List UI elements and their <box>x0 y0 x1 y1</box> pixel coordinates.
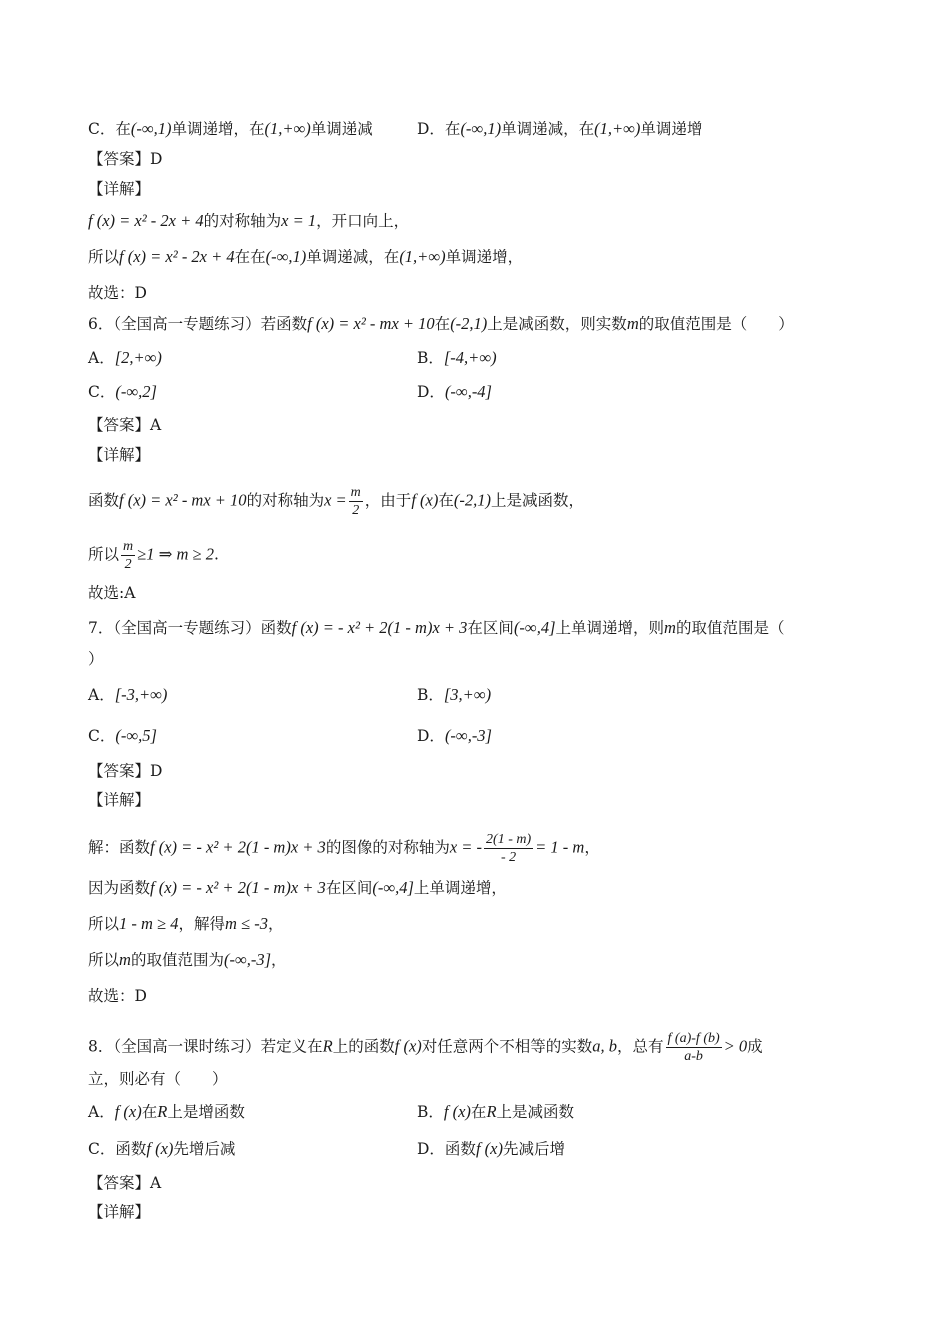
q6-answer: 【答案】A <box>88 416 162 434</box>
q8-stem-end: 成 <box>747 1037 763 1056</box>
q7-detail-line3 <box>88 913 283 935</box>
q7-line4-prefix: 所以 <box>88 951 120 969</box>
q8-stem <box>88 1030 763 1065</box>
q7-line2-prefix: 因为函数 <box>88 879 151 897</box>
q7-option-d <box>417 725 492 747</box>
q8-option-d <box>417 1138 565 1160</box>
q6-stem-prefix: 6．（全国高一专题练习）若函数 <box>88 315 308 333</box>
q6-line1-frac-num: m <box>350 485 361 500</box>
q8-stem-mid2: 对任意两个不相等的实数 <box>421 1037 593 1056</box>
q5-detail-line1 <box>88 210 409 232</box>
q6-opt-a-value: [2,+∞) <box>114 348 162 367</box>
q5-opt-c-int1: (-∞,1) <box>130 119 172 138</box>
q7-line4-mid: 的取值范围为 <box>130 951 224 969</box>
q5-opt-c-int2: (1,+∞) <box>264 119 311 138</box>
q8-detail-label: 【详解】 <box>88 1203 151 1221</box>
q7-line2-formula: f (x) = - x² + 2(1 - m)x + 3 <box>150 878 326 897</box>
q6-line1-mid2: ，由于 <box>364 491 412 510</box>
q7-line1-mid: 的图像的对称轴为 <box>325 838 450 857</box>
q6-line2-end: . <box>214 545 219 564</box>
q7-stem-mid: 在区间 <box>467 619 514 637</box>
q8-stem-fraction <box>666 1030 722 1065</box>
q7-line4-end: ， <box>271 951 287 969</box>
q5-opt-d-int1: (-∞,1) <box>460 119 502 138</box>
q7-line1-prefix: 解：函数 <box>88 838 151 857</box>
q6-opt-a-label: A． <box>88 349 115 367</box>
q7-detail-line4 <box>88 949 287 971</box>
q7-line3-ineq: 1 - m ≥ 4 <box>119 914 179 933</box>
q6-option-c <box>88 381 157 403</box>
q6-line2-rest: ≥1 ⇒ m ≥ 2 <box>137 544 214 564</box>
q6-option-b <box>417 347 497 369</box>
q5-opt-c-mid: 单调递增，在 <box>171 120 265 138</box>
q5-line2-end: 单调递增， <box>445 248 524 266</box>
q7-line3-mid: ，解得 <box>178 915 225 933</box>
q7-stem-end: 的取值范围是（ <box>675 619 785 637</box>
q8-opt-a-R: R <box>157 1102 168 1121</box>
q7-stem-int: (-∞,4] <box>513 618 556 637</box>
q7-opt-b-value: [3,+∞) <box>443 685 492 704</box>
q5-detail-label: 【详解】 <box>88 180 151 198</box>
q8-opt-c-end: 先增后减 <box>173 1140 236 1158</box>
q7-stem <box>88 617 784 639</box>
q8-option-a <box>88 1101 245 1123</box>
q8-opt-b-label: B． <box>417 1103 444 1121</box>
q7-stem-var: m <box>664 618 676 637</box>
q7-choice: 故选：D <box>88 987 147 1005</box>
q6-line1-end: 上是减函数， <box>490 491 584 510</box>
q6-line1-fx: f (x) <box>411 490 439 510</box>
q6-line1-prefix: 函数 <box>88 491 120 510</box>
q6-opt-b-value: [-4,+∞) <box>443 348 497 367</box>
q7-detail-label: 【详解】 <box>88 791 151 809</box>
q8-opt-c-fx: f (x) <box>146 1139 174 1158</box>
q5-opt-c-prefix: C．在 <box>88 120 131 138</box>
q7-option-b <box>417 684 491 706</box>
q5-opt-d-int2: (1,+∞) <box>594 119 641 138</box>
q7-detail-line1 <box>88 831 600 866</box>
q6-opt-d-label: D． <box>417 383 445 401</box>
q7-detail-line2 <box>88 877 507 899</box>
q6-stem-mid: 在 <box>434 315 451 333</box>
q6-line1-formula: f (x) = x² - mx + 10 <box>119 490 247 510</box>
q5-line2-prefix: 所以 <box>88 248 120 266</box>
q6-line1-frac-den: 2 <box>352 503 360 518</box>
q7-line3-prefix: 所以 <box>88 915 120 933</box>
q8-stem-ab: a, b <box>592 1036 618 1056</box>
q7-opt-d-value: (-∞,-3] <box>444 726 492 745</box>
q7-opt-c-value: (-∞,5] <box>115 726 157 745</box>
q8-stem-mid3: ，总有 <box>617 1037 664 1056</box>
q8-stem-ineq: > 0 <box>723 1036 748 1056</box>
q7-stem-mid2: 上单调递增，则 <box>555 619 665 637</box>
q7-line1-frac-den: - 2 <box>501 850 517 865</box>
q6-opt-d-value: (-∞,-4] <box>444 382 492 401</box>
q8-option-b <box>417 1101 574 1123</box>
q8-stem-prefix: 8．（全国高一课时练习）若定义在 <box>88 1037 323 1056</box>
q6-stem-mid2: 上是减函数，则实数 <box>487 315 627 333</box>
q5-detail-line2 <box>88 246 523 268</box>
q7-answer: 【答案】D <box>88 762 163 780</box>
q8-stem-mid: 上的函数 <box>332 1037 395 1056</box>
q8-opt-b-end: 上是减函数 <box>496 1103 575 1121</box>
q6-line2-frac-num: m <box>123 539 134 554</box>
q5-option-c <box>88 118 373 140</box>
q8-opt-c-label: C．函数 <box>88 1140 147 1158</box>
q7-line2-mid: 在区间 <box>325 879 373 897</box>
q7-line1-formula: f (x) = - x² + 2(1 - m)x + 3 <box>150 837 326 857</box>
q7-line4-var: m <box>119 950 131 969</box>
q5-line2-mid: 在在 <box>234 248 266 266</box>
q7-line3-sol: m ≤ -3 <box>225 914 268 933</box>
q8-stem-frac-num: f (a)-f (b) <box>667 1031 720 1046</box>
q5-answer: 【答案】D <box>88 150 163 168</box>
q8-opt-a-label: A． <box>88 1103 115 1121</box>
q8-opt-b-mid: 在 <box>470 1103 487 1121</box>
q5-line2-int2: (1,+∞) <box>399 247 446 266</box>
q5-option-d <box>417 118 702 140</box>
q6-line1-mid: 的对称轴为 <box>246 491 325 510</box>
q6-stem-var: m <box>626 314 639 333</box>
q6-opt-c-label: C． <box>88 383 116 401</box>
q6-choice: 故选:A <box>88 584 136 602</box>
q6-line2-frac-den: 2 <box>124 557 132 572</box>
q8-opt-d-end: 先减后增 <box>502 1140 565 1158</box>
q5-line1-mid: 的对称轴为 <box>203 212 282 230</box>
q7-opt-a-label: A． <box>88 686 115 704</box>
q7-line4-int: (-∞,-3] <box>223 950 271 969</box>
q6-stem <box>88 313 794 335</box>
q7-line1-axis-lhs: x = - <box>449 837 483 857</box>
q5-line1-end: ，开口向上， <box>316 212 410 230</box>
q7-line1-frac-num: 2(1 - m) <box>486 832 532 847</box>
q7-line3-end: ， <box>267 915 284 933</box>
q7-line1-end: ， <box>584 838 600 857</box>
q8-stem-frac-den: a-b <box>684 1049 703 1064</box>
q7-opt-a-value: [-3,+∞) <box>114 685 168 704</box>
q7-line2-int: (-∞,4] <box>372 878 414 897</box>
q6-line1-axis-lhs: x = <box>324 490 347 510</box>
q6-detail-line1 <box>88 484 584 519</box>
q7-line1-fraction <box>484 831 533 866</box>
q5-line1-formula: f (x) = x² - 2x + 4 <box>88 211 204 230</box>
q8-stem-fx: f (x) <box>394 1036 422 1056</box>
q7-opt-d-label: D． <box>417 727 445 745</box>
q6-option-d <box>417 381 492 403</box>
q6-stem-end: 的取值范围是（ ） <box>638 315 794 333</box>
q6-line2-prefix: 所以 <box>88 545 120 564</box>
q6-line1-mid3: 在 <box>438 491 454 510</box>
q5-opt-d-end: 单调递增 <box>640 120 703 138</box>
q6-detail-line2 <box>88 538 219 573</box>
q7-option-a <box>88 684 167 706</box>
q8-opt-a-mid: 在 <box>141 1103 158 1121</box>
q6-stem-int: (-2,1) <box>450 314 488 333</box>
q7-opt-c-label: C． <box>88 727 116 745</box>
q8-opt-b-fx: f (x) <box>443 1102 471 1121</box>
q8-opt-d-label: D．函数 <box>417 1140 476 1158</box>
q7-stem-formula: f (x) = - x² + 2(1 - m)x + 3 <box>291 618 468 637</box>
q6-line1-int: (-2,1) <box>453 490 491 510</box>
q6-detail-label: 【详解】 <box>88 446 151 464</box>
q7-stem-prefix: 7．（全国高一专题练习）函数 <box>88 619 292 637</box>
q8-answer: 【答案】A <box>88 1174 162 1192</box>
q5-line2-mid2: 单调递减，在 <box>306 248 400 266</box>
q6-stem-formula: f (x) = x² - mx + 10 <box>307 314 435 333</box>
q6-option-a <box>88 347 162 369</box>
q5-line2-formula: f (x) = x² - 2x + 4 <box>119 247 235 266</box>
q6-line1-fraction <box>349 484 363 519</box>
q8-stem-R: R <box>322 1036 333 1056</box>
q5-opt-c-end: 单调递减 <box>310 120 373 138</box>
q8-opt-a-end: 上是增函数 <box>167 1103 245 1121</box>
q8-opt-d-fx: f (x) <box>475 1139 503 1158</box>
q7-line1-axis-rhs: = 1 - m <box>535 837 585 857</box>
q8-stem-wrap: 立，则必有（ ） <box>88 1070 228 1088</box>
q5-opt-d-prefix: D．在 <box>417 120 461 138</box>
q6-line2-fraction <box>121 538 135 573</box>
q8-opt-b-R: R <box>486 1102 497 1121</box>
q7-option-c <box>88 725 157 747</box>
q5-choice: 故选：D <box>88 284 147 302</box>
q7-line2-end: 上单调递增， <box>413 879 507 897</box>
q7-opt-b-label: B． <box>417 686 444 704</box>
q5-line1-axis: x = 1 <box>281 211 317 230</box>
q8-opt-a-fx: f (x) <box>114 1102 142 1121</box>
q7-stem-wrap: ） <box>88 650 104 668</box>
q5-opt-d-mid: 单调递减，在 <box>501 120 595 138</box>
q8-option-c <box>88 1138 235 1160</box>
q6-opt-c-value: (-∞,2] <box>115 382 157 401</box>
q5-line2-int1: (-∞,1) <box>265 247 307 266</box>
q6-opt-b-label: B． <box>417 349 444 367</box>
